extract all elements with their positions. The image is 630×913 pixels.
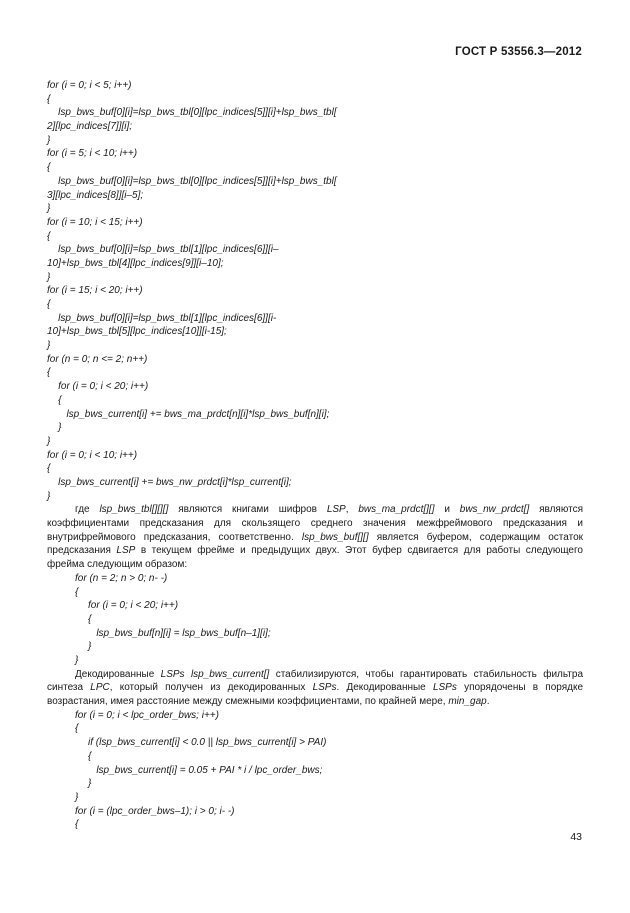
code-line: } [47, 134, 51, 146]
document-header: ГОСТ Р 53556.3—2012 [455, 46, 582, 58]
code-line: for (n = 2; n > 0; n- -) [75, 572, 168, 584]
code-line: for (i = 0; i < 20; i++) [47, 381, 149, 393]
code-line: for (n = 0; n <= 2; n++) [47, 353, 148, 365]
code-line: for (i = 5; i < 10; i++) [47, 148, 138, 160]
document-body [47, 79, 583, 832]
code-line: lsp_bws_buf[n][i] = lsp_bws_buf[n–1][i]; [88, 627, 271, 639]
code-line: { [75, 819, 79, 831]
code-line: } [75, 654, 79, 666]
code-block-1 [47, 79, 583, 503]
code-line: } [88, 778, 92, 790]
paragraph-1: где lsp_bws_tbl[][][] являются книгами шифров LSP, bws_ma_prdct[][] и bws_nw_prdct[] являются коэффициентами предсказания для скользящего среднего значения межфреймового предсказания и внутрифреймового предсказания, соответственно. lsp_bws_buf[][] является буфером, содержащим остаток предсказания LSP в текущем фрейме и предыдущих двух. Этот буфер сдвигается для работы следующего фрейма следующим образом: [47, 504, 584, 571]
code-line: { [47, 299, 51, 310]
code-line: lsp_bws_buf[0][i]=lsp_bws_tbl[0][lpc_indices[5]][i]+lsp_bws_tbl[ [47, 107, 337, 119]
code-line: lsp_bws_buf[0][i]=lsp_bws_tbl[0][lpc_indices[5]][i]+lsp_bws_tbl[ [47, 175, 337, 187]
code-line: for (i = 0; i < lpc_order_bws; i++) [75, 709, 219, 721]
code-line: { [47, 394, 62, 406]
code-line: { [88, 750, 92, 762]
code-line: { [75, 723, 79, 735]
code-line: lsp_bws_current[i] += bws_nw_prdct[i]*lsp_current[i]; [47, 476, 292, 488]
code-line: { [47, 463, 51, 475]
code-line: } [75, 791, 79, 803]
code-line: } [47, 340, 51, 352]
code-line: 10]+lsp_bws_tbl[4][lpc_indices[9]][i–10]; [47, 257, 224, 269]
code-line: } [47, 271, 51, 283]
code-block-3 [47, 709, 583, 832]
code-line: } [47, 435, 51, 447]
paragraph-2: Декодированные LSPs lsp_bws_current[] стабилизируются, чтобы гарантировать стабильность фильтра синтеза LPC, который получен из декодированных LSPs. Декодированные LSPs упорядочены в порядке возрастания, имея расстояние между смежными коэффициентами, по крайней мере, min_gap. [47, 668, 584, 708]
code-line: { [88, 613, 92, 625]
code-line: 2][lpc_indices[7]][i]; [47, 121, 133, 133]
code-line: { [75, 586, 79, 598]
code-line: } [47, 490, 51, 502]
code-line: for (i = 0; i < 20; i++) [88, 600, 179, 612]
code-line: for (i = 0; i < 5; i++) [47, 80, 132, 91]
code-line: } [47, 203, 51, 215]
code-line: for (i = 15; i < 20; i++) [47, 285, 143, 297]
code-line: 10]+lsp_bws_tbl[5][lpc_indices[10]][i-15]; [47, 326, 227, 338]
code-line: } [88, 641, 92, 653]
code-line: } [47, 422, 62, 434]
code-line: lsp_bws_current[i] = 0.05 + PAI * i / lpc_order_bws; [88, 764, 323, 776]
code-line: { [47, 162, 51, 174]
code-line: { [47, 230, 51, 242]
code-line: for (i = 0; i < 10; i++) [47, 449, 138, 461]
code-line: for (i = (lpc_order_bws–1); i > 0; i- -) [75, 805, 235, 817]
code-line: lsp_bws_buf[0][i]=lsp_bws_tbl[1][lpc_indices[6]][i– [47, 244, 279, 256]
code-line: if (lsp_bws_current[i] < 0.0 || lsp_bws_current[i] > PAI) [88, 737, 327, 749]
code-block-2 [47, 572, 583, 668]
code-line: { [47, 93, 51, 105]
code-line: lsp_bws_buf[0][i]=lsp_bws_tbl[1][lpc_indices[6]][i- [47, 312, 277, 324]
code-line: lsp_bws_current[i] += bws_ma_prdct[n][i]*lsp_bws_buf[n][i]; [47, 408, 330, 420]
code-line: 3][lpc_indices[8]][i–5]; [47, 189, 144, 201]
code-line: { [47, 367, 51, 379]
page-number: 43 [570, 831, 582, 843]
code-line: for (i = 10; i < 15; i++) [47, 216, 143, 228]
